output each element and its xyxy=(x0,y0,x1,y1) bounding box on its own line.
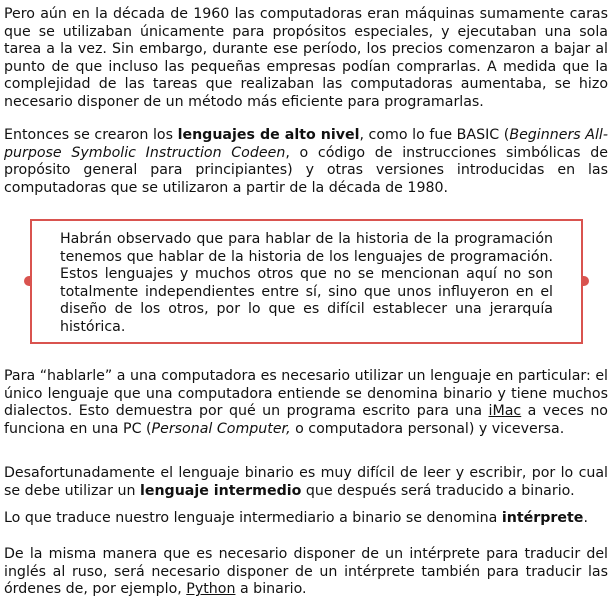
text-run: De la misma manera que es necesario disponer de un intérprete para traducir del inglés al ruso, será necesario disponer de un intérprete también para traducir las órdenes de, por ejemplo, xyxy=(4,546,608,598)
callout-right-marker xyxy=(583,276,589,286)
italic-basic-expansion: Beginners All-purpose Symbolic Instruction Codeen xyxy=(4,127,608,161)
italic-personal-computer: Personal Computer, xyxy=(151,420,291,437)
callout-text: Habrán observado que para hablar de la historia de la programación tenemos que hablar de la historia de los lenguajes de programación. Estos lenguajes y muchos otros que no se mencionan aquí no son totalmente independientes entre sí, sino que unos influyeron en el diseño de los otros, por lo que es difícil establecer una jerarquía histórica. xyxy=(60,231,553,335)
paragraph-binary-language xyxy=(4,368,608,438)
text-run: que después será traducido a binario. xyxy=(301,482,575,499)
text-run: o computadora personal) y viceversa. xyxy=(290,420,565,437)
text-run: . xyxy=(583,510,588,526)
paragraph-high-level-languages xyxy=(4,127,608,197)
text-run: a binario. xyxy=(235,581,307,598)
text-run: Desafortunadamente el lenguaje binario es muy difícil de leer y escribir, por lo cual se debe utilizar un xyxy=(4,465,608,499)
callout-box xyxy=(30,219,583,344)
paragraph-translation-analogy xyxy=(4,546,608,599)
paragraph-interpreter xyxy=(4,510,608,528)
paragraph-computers-1960 xyxy=(4,6,608,112)
imac-link[interactable]: iMac xyxy=(488,403,522,420)
text-run: , como lo fue BASIC ( xyxy=(359,127,510,143)
paragraph-text: Pero aún en la década de 1960 las computadoras eran máquinas sumamente caras que se utilizaban únicamente para propósitos especiales, y ejecutaban una sola tarea a la vez. Sin embargo, durante ese período, los precios comenzaron a bajar al punto de que incluso las pequeñas empresas podían comprarlas. A medida que la complejidad de las tareas que realizaban las computadoras aumentaba, se hizo necesario disponer de un método más eficiente para programarlas. xyxy=(4,6,608,110)
bold-term-interpreter: intérprete xyxy=(501,510,584,526)
python-link[interactable]: Python xyxy=(186,581,236,598)
text-run: a veces no funciona en una PC ( xyxy=(4,403,608,437)
text-run: Para “hablarle” a una computadora es necesario utilizar un lenguaje en particular: el único lenguaje que una computadora entiende se denomina binario y tiene muchos dialectos. Esto demuestra por qué un programa escrito para una xyxy=(4,368,608,420)
bold-term-intermediate-language: lenguaje intermedio xyxy=(139,482,302,499)
paragraph-intermediate-language xyxy=(4,465,608,500)
text-run: Lo que traduce nuestro lenguaje intermediario a binario se denomina xyxy=(4,510,502,526)
text-run: Entonces se crearon los xyxy=(4,127,178,143)
text-run: , o código de instrucciones simbólicas de propósito general para principiantes) y otras versiones introducidas en las computadoras que se utilizaron a partir de la década de 1980. xyxy=(4,144,608,196)
bold-term-high-level-languages: lenguajes de alto nivel xyxy=(177,127,360,143)
